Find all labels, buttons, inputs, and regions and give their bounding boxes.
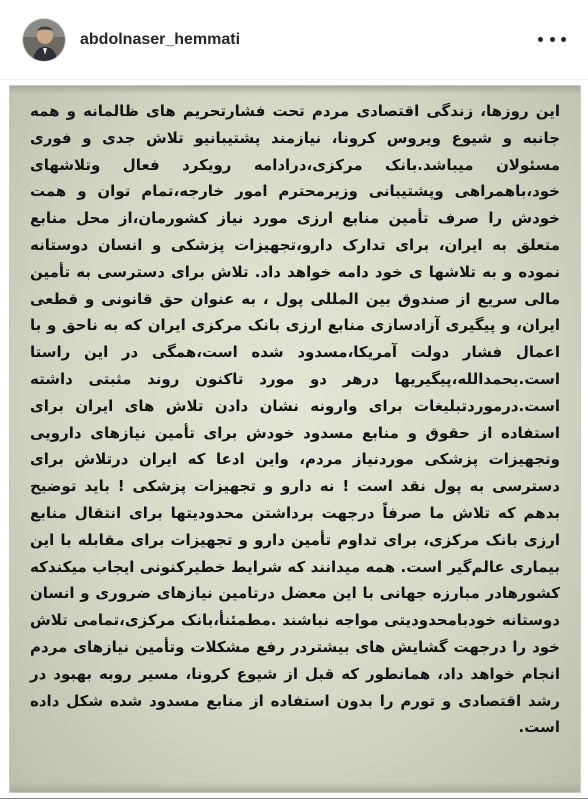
ellipsis-dot [550, 37, 555, 42]
post-header [0, 0, 588, 80]
ellipsis-dot [538, 37, 543, 42]
post-image[interactable] [0, 80, 588, 798]
username[interactable]: abdolnaser_hemmati [80, 30, 241, 48]
ellipsis-dot [561, 37, 566, 42]
post-text: این روزها، زندگی اقتصادی مردم تحت فشارتحریم های ظالمانه و همه جانبه و شیوع ویروس کرونا، نیازمند پشتیبانیو تلاش جدی و فوری مسئولان میباشد.بانک مرکزی،درادامه رویکرد فعال وتلاشهای خود،باهمراهی وپشتیبانی وزیرمحترم امور خارجه،تمام توان و همت خودش را صرف تأمین منابع ارزی مورد نیاز کشورمان،از محل منابع متعلق به ایران، برای تدارک دارو،تجهیزات پزشکی و انسان دوستانه نموده و به تلاشها ی خود دامه خواهد داد. تلاش برای دسترسی به تأمین مالی سریع از صندوق بین المللی پول ، به عنوان حق قانونی و قطعی ایران، و پیگیری آزادسازی منابع ارزی بانک مرکزی ایران که به ناحق و با اعمال فشار دولت آمریکا،مسدود شده است،همگی در این راستا است.بحمدالله،پیگیریها درهر دو مورد تاکنون روند مثبتی داشته است.درموردتبلیغات برای وارونه نشان دادن تلاش های ایران برای استفاده از حقوق و منابع مسدود خودش برای تأمین نیازهای دارویی وتجهیزات پزشکی موردنیاز مردم، واین ادعا که ایران درتلاش برای دسترسی به پول نقد است ! نه دارو و تجهیزات پزشکی ! باید توضیح بدهم که تلاش ما صرفاً درجهت برداشتن محدودیتها برای انتقال منابع ارزی بانک مرکزی، برای تداوم تأمین دارو و تجهیزات برای مقابله با این بیماری عالم‌گیر است. همه میدانند که شرایط خطیرکنونی ایجاب میکندکه کشورهادر مبارزه جهانی با این معضل درتامین نیازهای ضروری و انسان دوستانه خودبامحدودیتی مواجه نباشند .مطمئنأ،بانک مرکزی،تمامی تلاش خود را درجهت گشایش های بیشتردر رفع مشکلات وتأمین نیازهای مردم انجام خواهد داد، همانطور که قبل از شیوع کرونا، مسیر روبه بهبود در رشد اقتصادی و تورم را بدون استفاده از منابع مسدود شده شکل داده است. [30, 102, 560, 737]
avatar[interactable] [22, 18, 66, 62]
profile-avatar-icon [23, 19, 66, 62]
text-card [10, 86, 580, 792]
ellipsis-icon[interactable] [538, 28, 566, 52]
